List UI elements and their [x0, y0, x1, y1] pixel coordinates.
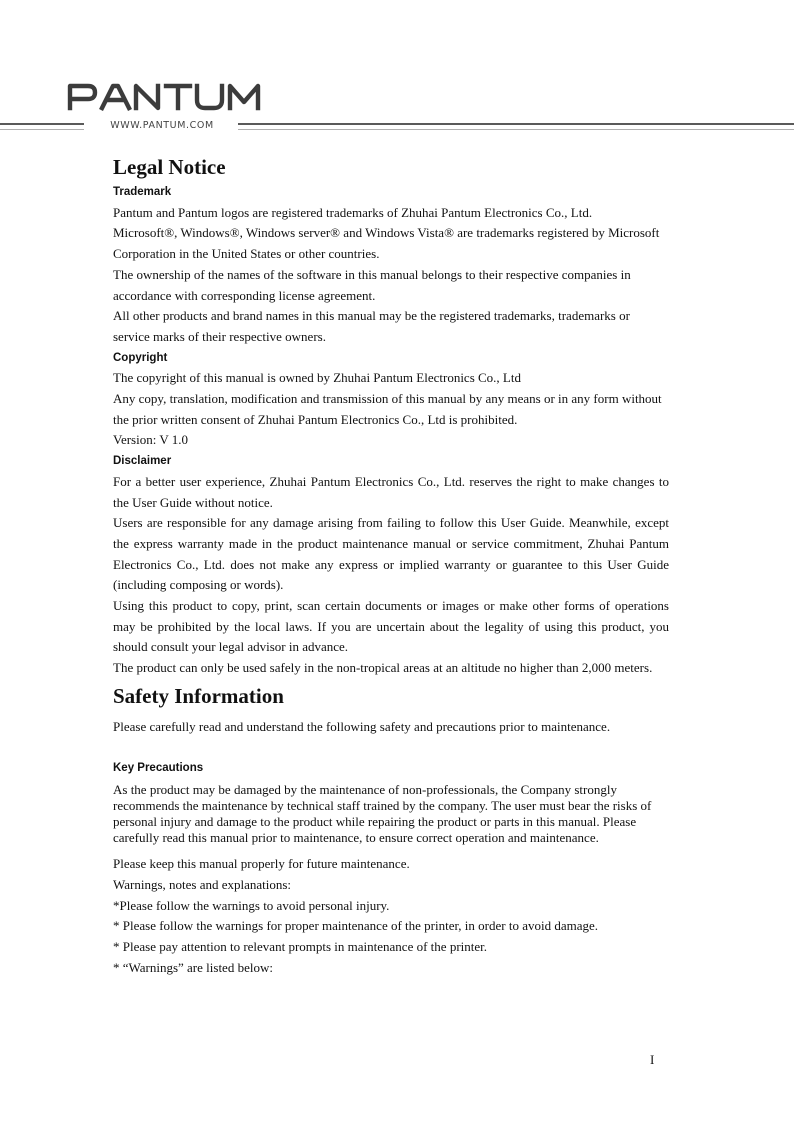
- pantum-logo-mark: [66, 80, 266, 112]
- trademark-paragraph: Microsoft®, Windows®, Windows server® and Windows Vista® are trademarks registered by Microsoft Corporation in the United States or other countries.: [113, 225, 660, 262]
- trademark-paragraph: Pantum and Pantum logos are registered trademarks of Zhuhai Pantum Electronics Co., Ltd.: [113, 204, 593, 220]
- disclaimer-heading: Disclaimer: [113, 455, 172, 468]
- legal-notice-title: Legal Notice: [113, 155, 226, 179]
- header-rule-right: [238, 123, 794, 130]
- trademark-heading: Trademark: [113, 186, 172, 198]
- disclaimer-paragraph: Using this product to copy, print, scan certain documents or images or make other forms of operations may be prohibited by the local laws. If you are uncertain about the legality of using this product, you should consult your legal advisor in advance.: [113, 598, 669, 655]
- safety-intro: Please carefully read and understand the following safety and precautions prior to maintenance.: [113, 718, 611, 734]
- document-body: [113, 152, 669, 979]
- disclaimer-paragraph: The product can only be used safely in the non-tropical areas at an altitude no higher than 2,000 meters.: [113, 660, 653, 676]
- header-rule-left: [0, 123, 84, 130]
- copyright-heading: Copyright: [113, 351, 168, 364]
- version-text: Version: V 1.0: [113, 432, 188, 448]
- safety-line: * “Warnings” are listed below:: [113, 959, 273, 975]
- header-rule: [0, 120, 794, 134]
- safety-information-title: Safety Information: [113, 683, 284, 708]
- safety-line: * Please follow the warnings for proper maintenance of the printer, in order to avoid damage.: [113, 918, 599, 934]
- pantum-logo: [66, 80, 266, 112]
- safety-line: Warnings, notes and explanations:: [113, 876, 292, 892]
- safety-line: Please keep this manual properly for future maintenance.: [113, 856, 410, 872]
- trademark-paragraph: The ownership of the names of the software in this manual belongs to their respective companies in accordance with corresponding license agreement.: [113, 266, 631, 303]
- copyright-paragraph: The copyright of this manual is owned by Zhuhai Pantum Electronics Co., Ltd: [113, 370, 521, 386]
- website-url: WWW.PANTUM.COM: [110, 120, 214, 131]
- safety-line: *Please follow the warnings to avoid personal injury.: [113, 897, 390, 913]
- key-precautions-text: As the product may be damaged by the maintenance of non-professionals, the Company strongly recommends the maintenance by technical staff trained by the company. The user must bear the risks of personal injury and damage to the product while repairing the product or parts in this manual. Please carefully read this manual prior to maintenance, to ensure correct operation and maintenance.: [113, 782, 652, 846]
- disclaimer-paragraph: For a better user experience, Zhuhai Pantum Electronics Co., Ltd. reserves the right to make changes to the User Guide without notice.: [113, 473, 669, 510]
- disclaimer-paragraph: Users are responsible for any damage arising from failing to follow this User Guide. Meanwhile, except the express warranty made in the product maintenance manual or service commitment, Zhuhai Pantum Electronics Co., Ltd. does not make any express or implied warranty or guarantee to this User Guide (including composing or words).: [113, 515, 669, 593]
- trademark-paragraph: All other products and brand names in this manual may be the registered trademarks, trademarks or service marks of their respective owners.: [113, 308, 630, 344]
- copyright-paragraph: Any copy, translation, modification and transmission of this manual by any means or in any form without the prior written consent of Zhuhai Pantum Electronics Co., Ltd is prohibited.: [113, 391, 662, 427]
- key-precautions-heading: Key Precautions: [113, 761, 204, 774]
- page-number: I: [650, 1052, 655, 1067]
- safety-line: * Please pay attention to relevant prompts in maintenance of the printer.: [113, 939, 487, 955]
